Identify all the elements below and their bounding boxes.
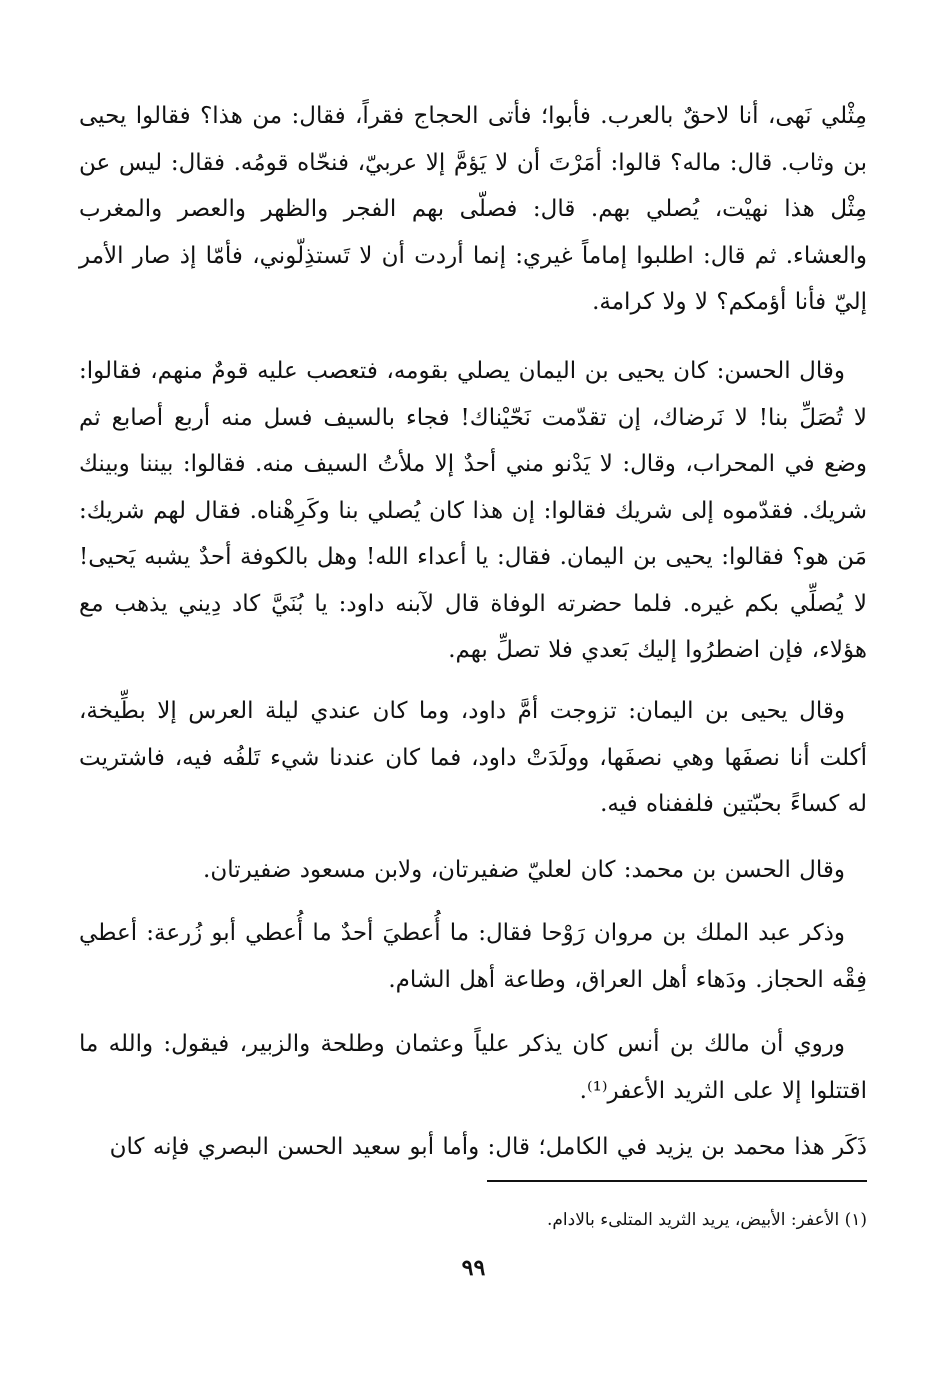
- body-paragraph-2: [79, 348, 867, 674]
- paragraph-text: وقال الحسن: كان يحيى بن اليمان يصلي بقومه، فتعصب عليه قومٌ منهم، فقالوا: لا تُصَلِّ بنا! لا نَرضاك، إن تقدّمت نَحّيْناك! فجاء بالسيف فسل منه أربع أصابع ثم وضع في المحراب، وقال: لا يَدْنو مني أحدٌ إلا ملأتُ السيف منه. فقالوا: بيننا وبينك شريك. فقدّموه إلى شريك فقالوا: إن هذا كان يُصلي بنا وكَرِهْناه. فقال لهم شريك: مَن هو؟ فقالوا: يحيى بن اليمان. فقال: يا أعداء الله! وهل بالكوفة أحدٌ يشبه يَحيى! لا يُصلِّي بكم غيره. فلما حضرته الوفاة قال لآبنه داود: يا بُنَيَّ كاد دِيني يذهب مع هؤلاء، فإن اضطرُوا إليك بَعدي فلا تصلِّ بهم.: [79, 358, 867, 663]
- footnote-divider: [487, 1180, 867, 1182]
- paragraph-text: وقال يحيى بن اليمان: تزوجت أمَّ داود، وما كان عندي ليلة العرس إلا بطِّيخة، أكلت أنا نصفَها وهي نصفَها، وولَدَتْ داود، فما كان عندنا شيء تَلفُه فيه، فاشتريت له كساءً بحبّتين فلففناه فيه.: [79, 698, 867, 817]
- body-paragraph-3: [79, 688, 867, 828]
- body-paragraph-6: [79, 1021, 867, 1114]
- body-paragraph-5: [79, 910, 867, 1003]
- paragraph-text: مِثْلي نَهى، أنا لاحقٌ بالعرب. فأبوا؛ فأتى الحجاج فقراً، فقال: من هذا؟ فقالوا يحيى بن وثاب. قال: ماله؟ قالوا: أمَرْتَ أن لا يَؤمَّ إلا عربيّ، فنحّاه قومُه. فقال: ليس عن مِثْل هذا نهيْت، يُصلي بهم. قال: فصلّى بهم الفجر والظهر والعصر والمغرب والعشاء. ثم قال: اطلبوا إماماً غيري: إنما أردت أن لا تَستذِلّوني، فأمّا إذ صار الأمر إليّ فأنا أؤمكم؟ لا ولا كرامة.: [79, 103, 867, 315]
- paragraph-text: وروي أن مالك بن أنس كان يذكر علياً وعثمان وطلحة والزبير، فيقول: والله ما اقتتلوا إلا على الثريد الأعفر⁽¹⁾.: [79, 1031, 867, 1104]
- paragraph-text: وذكر عبد الملك بن مروان رَوْحا فقال: ما أُعطيَ أحدٌ ما أُعطي أبو زُرعة: أعطي فِقْه الحجاز. ودَهاء أهل العراق، وطاعة أهل الشام.: [79, 920, 867, 993]
- body-paragraph-7: [79, 1124, 867, 1171]
- page-number: ٩٩: [461, 1255, 486, 1281]
- paragraph-text: وقال الحسن بن محمد: كان لعليّ ضفيرتان، ولابن مسعود ضفيرتان.: [203, 857, 845, 883]
- body-paragraph-4: [79, 847, 867, 894]
- paragraph-text: ذَكَر هذا محمد بن يزيد في الكامل؛ قال: وأما أبو سعيد الحسن البصري فإنه كان: [109, 1134, 867, 1160]
- body-paragraph-1: [79, 93, 867, 326]
- footnote: (١) الأعفر: الأبيض، يريد الثريد المتلىء بالادام.: [546, 1210, 867, 1230]
